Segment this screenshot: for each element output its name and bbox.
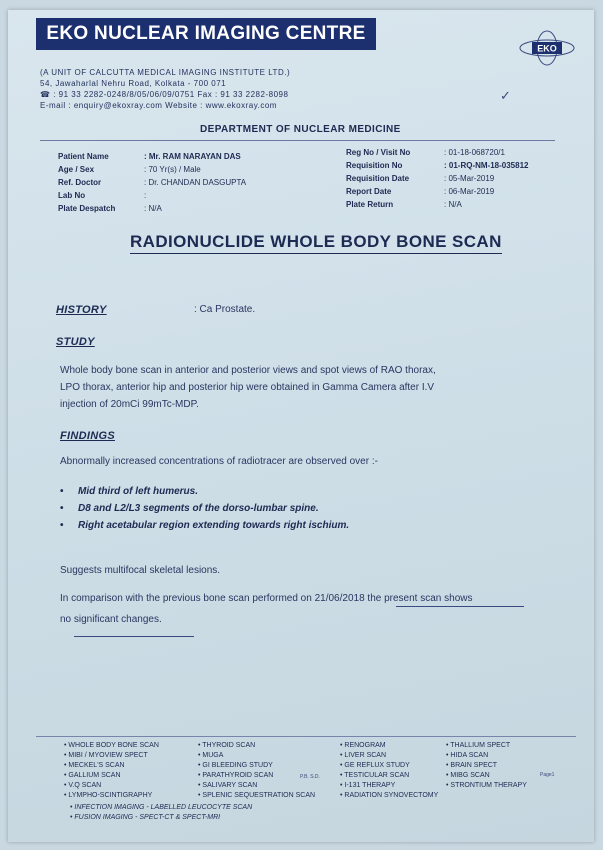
report-title: RADIONUCLIDE WHOLE BODY BONE SCAN — [130, 232, 502, 254]
service-item: • HIDA SCAN — [446, 752, 488, 759]
service-item: • BRAIN SPECT — [446, 762, 497, 769]
comparison-line-2: no significant changes. — [60, 614, 162, 625]
address-line-4: E-mail : enquiry@ekoxray.com Website : www.ekoxray.com — [40, 101, 277, 110]
patient-name-value: : Mr. RAM NARAYAN DAS — [144, 152, 241, 161]
finding-item: • Mid third of left humerus. — [60, 486, 198, 497]
logo-text: EKO — [537, 43, 557, 54]
service-item: • RADIATION SYNOVECTOMY — [340, 792, 438, 799]
service-item: • GE REFLUX STUDY — [340, 762, 410, 769]
footer-divider — [36, 736, 576, 737]
service-item: • LIVER SCAN — [340, 752, 386, 759]
service-item: • WHOLE BODY BONE SCAN — [64, 742, 159, 749]
age-sex-label: Age / Sex — [58, 165, 95, 174]
service-item: • LYMPHO-SCINTIGRAPHY — [64, 792, 152, 799]
history-heading: HISTORY — [56, 304, 107, 316]
study-line-1: Whole body bone scan in anterior and posterior views and spot views of RAO thorax, — [60, 365, 436, 376]
plate-despatch-value: : N/A — [144, 204, 162, 213]
study-heading: STUDY — [56, 336, 95, 348]
service-item: • GI BLEEDING STUDY — [198, 762, 273, 769]
service-item: • SPLENIC SEQUESTRATION SCAN — [198, 792, 315, 799]
requisition-date-label: Requisition Date — [346, 174, 410, 183]
patient-name-label: Patient Name — [58, 152, 109, 161]
comparison-line-1: In comparison with the previous bone scan performed on 21/06/2018 the present scan shows — [60, 593, 473, 604]
service-item: • TESTICULAR SCAN — [340, 772, 409, 779]
address-line-2: 54, Jawaharlal Nehru Road, Kolkata - 700 071 — [40, 79, 227, 88]
divider — [40, 140, 555, 141]
service-item: • GALLIUM SCAN — [64, 772, 121, 779]
impression-text: Suggests multifocal skeletal lesions. — [60, 565, 221, 576]
service-item: • I-131 THERAPY — [340, 782, 395, 789]
history-value: : Ca Prostate. — [194, 304, 256, 315]
lab-no-label: Lab No — [58, 191, 86, 200]
requisition-no-label: Requisition No — [346, 161, 403, 170]
service-item: • STRONTIUM THERAPY — [446, 782, 527, 789]
requisition-date-value: : 05-Mar-2019 — [444, 174, 495, 183]
handwritten-underline — [396, 606, 524, 607]
findings-intro: Abnormally increased concentrations of radiotracer are observed over :- — [60, 456, 378, 467]
ref-doctor-value: : Dr. CHANDAN DASGUPTA — [144, 178, 247, 187]
report-date-label: Report Date — [346, 187, 392, 196]
service-item: • MIBI / MYOVIEW SPECT — [64, 752, 148, 759]
finding-item: • Right acetabular region extending towards right ischium. — [60, 520, 349, 531]
handwritten-mark: ✓ — [500, 88, 511, 103]
plate-return-label: Plate Return — [346, 200, 394, 209]
service-item: • PARATHYROID SCAN — [198, 772, 273, 779]
service-item: • MUGA — [198, 752, 223, 759]
study-line-3: injection of 20mCi 99mTc-MDP. — [60, 399, 199, 410]
service-item: • FUSION IMAGING - SPECT-CT & SPECT-MRI — [70, 814, 220, 821]
reg-no-label: Reg No / Visit No — [346, 148, 411, 157]
service-item: • INFECTION IMAGING - LABELLED LEUCOCYTE SCAN — [70, 804, 252, 811]
study-line-2: LPO thorax, anterior hip and posterior hip were obtained in Gamma Camera after I.V — [60, 382, 435, 393]
reg-no-value: : 01-18-068720/1 — [444, 148, 505, 157]
plate-return-value: : N/A — [444, 200, 462, 209]
service-item: • SALIVARY SCAN — [198, 782, 257, 789]
lab-no-value: : — [144, 191, 147, 200]
service-item: • MIBG SCAN — [446, 772, 490, 779]
small-tag: P.B. S.D. — [300, 774, 320, 780]
plate-despatch-label: Plate Despatch — [58, 204, 116, 213]
address-line-3: ☎ : 91 33 2282-0248/8/05/06/09/0751 Fax : 91 33 2282-8098 — [40, 90, 289, 99]
address-line-1: (A UNIT OF CALCUTTA MEDICAL IMAGING INSTITUTE LTD.) — [40, 68, 291, 77]
handwritten-underline — [74, 636, 194, 637]
service-item: • THYROID SCAN — [198, 742, 255, 749]
centre-name-banner: EKO NUCLEAR IMAGING CENTRE — [36, 18, 376, 50]
service-item: • MECKEL'S SCAN — [64, 762, 125, 769]
ref-doctor-label: Ref. Doctor — [58, 178, 102, 187]
requisition-no-value: : 01-RQ-NM-18-035812 — [444, 161, 529, 170]
report-date-value: : 06-Mar-2019 — [444, 187, 495, 196]
eko-logo-icon — [518, 28, 576, 68]
service-item: • RENOGRAM — [340, 742, 386, 749]
page-tag: Page1 — [540, 772, 555, 778]
findings-heading: FINDINGS — [60, 430, 115, 442]
service-item: • V.Q SCAN — [64, 782, 101, 789]
finding-item: • D8 and L2/L3 segments of the dorso-lumbar spine. — [60, 503, 319, 514]
age-sex-value: : 70 Yr(s) / Male — [144, 165, 201, 174]
department-heading: DEPARTMENT OF NUCLEAR MEDICINE — [200, 124, 401, 135]
service-item: • THALLIUM SPECT — [446, 742, 510, 749]
